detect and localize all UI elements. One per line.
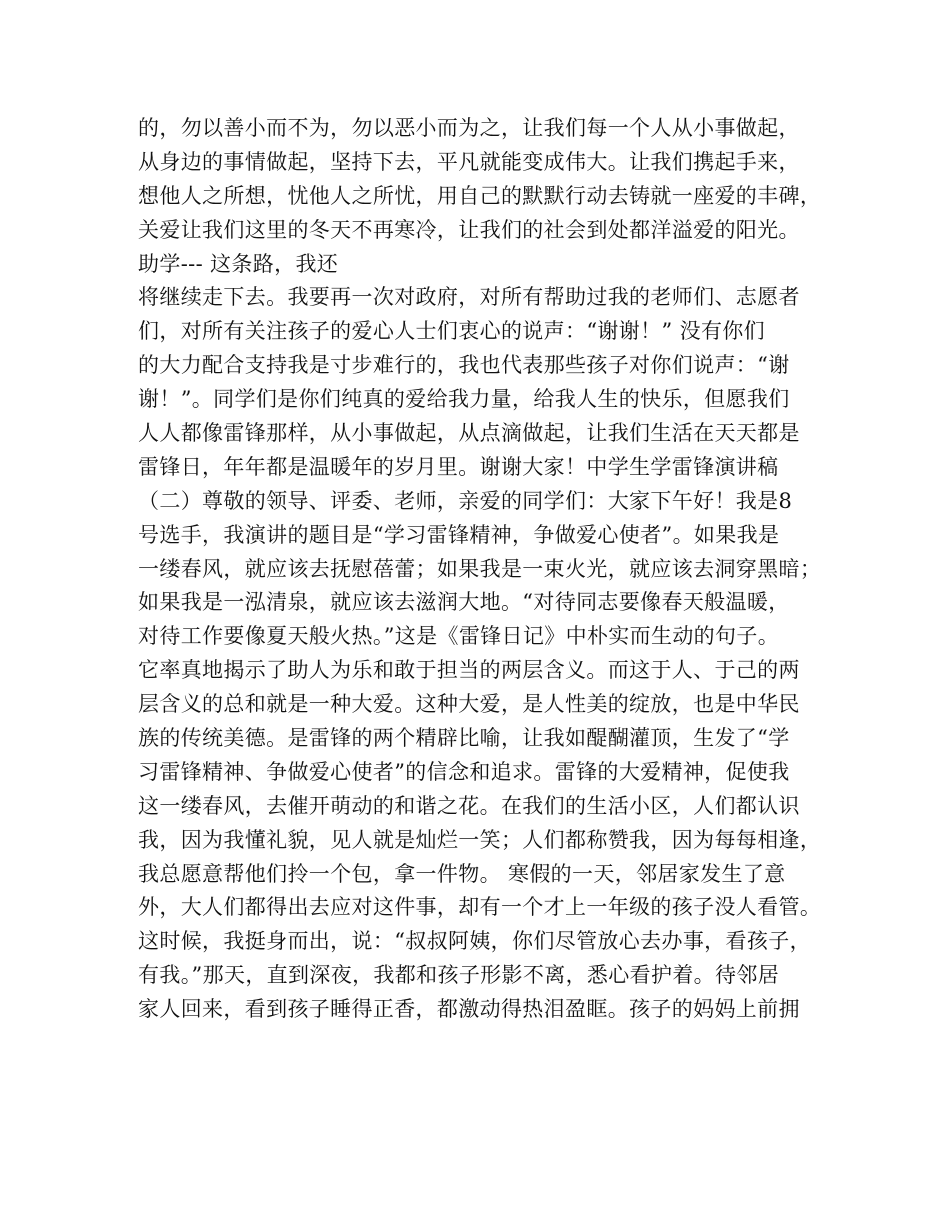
text-line: 这时候，我挺身而出，说：“叔叔阿姨，你们尽管放心去办事，看孩子， <box>138 929 811 954</box>
text-line: 对待工作要像夏天般火热。”这是《雷锋日记》中朴实而生动的句子。 <box>138 624 780 649</box>
text-line: 层含义的总和就是一种大爱。这种大爱，是人性美的绽放，也是中华民 <box>138 692 800 717</box>
text-line: 的大力配合支持我是寸步难行的，我也代表那些孩子对你们说声：“谢 <box>138 353 790 378</box>
text-line: 关爱让我们这里的冬天不再寒冷，让我们的社会到处都洋溢爱的阳光。 <box>138 217 800 242</box>
text-line: 想他人之所想，忧他人之所忧，用自己的默默行动去铸就一座爱的丰碑， <box>138 183 822 208</box>
text-line: 我总愿意帮他们拎一个包，拿一件物。 寒假的一天，邻居家发生了意 <box>138 861 786 886</box>
text-line: 家人回来，看到孩子睡得正香，都激动得热泪盈眶。孩子的妈妈上前拥 <box>138 997 800 1022</box>
text-line: （二）尊敬的领导、评委、老师，亲爱的同学们：大家下午好！我是8 <box>138 488 793 513</box>
text-line: 的，勿以善小而不为，勿以恶小而为之，让我们每一个人从小事做起， <box>138 116 800 140</box>
body-text <box>138 112 828 1027</box>
text-line: 们，对所有关注孩子的爱心人士们衷心的说声：“谢谢！” 没有你们 <box>138 319 765 344</box>
text-line: 助学--- 这条路，我还 <box>138 251 339 276</box>
text-line: 号选手，我演讲的题目是“学习雷锋精神，争做爱心使者”。如果我是 <box>138 522 780 547</box>
text-line: 它率真地揭示了助人为乐和敢于担当的两层含义。而这于人、于己的两 <box>138 658 800 683</box>
text-line: 从身边的事情做起，坚持下去，平凡就能变成伟大。让我们携起手来， <box>138 149 800 174</box>
text-line: 将继续走下去。我要再一次对政府，对所有帮助过我的老师们、志愿者 <box>138 285 800 310</box>
text-line: 有我。”那天，直到深夜，我都和孩子形影不离，悉心看护着。待邻居 <box>138 963 780 988</box>
text-line: 习雷锋精神、争做爱心使者”的信念和追求。雷锋的大爱精神，促使我 <box>138 759 790 784</box>
text-line: 一缕春风，就应该去抚慰蓓蕾；如果我是一束火光，就应该去洞穿黑暗； <box>138 556 822 581</box>
text-line: 人人都像雷锋那样，从小事做起，从点滴做起，让我们生活在天天都是 <box>138 421 800 446</box>
text-line: 这一缕春风，去催开萌动的和谐之花。在我们的生活小区，人们都认识 <box>138 793 800 818</box>
text-line: 外，大人们都得出去应对这件事，却有一个才上一年级的孩子没人看管。 <box>138 895 822 920</box>
text-line: 谢！”。同学们是你们纯真的爱给我力量，给我人生的快乐，但愿我们 <box>138 387 790 412</box>
text-line: 我，因为我懂礼貌，见人就是灿烂一笑；人们都称赞我，因为每每相逢， <box>138 827 822 852</box>
text-line: 族的传统美德。是雷锋的两个精辟比喻，让我如醍醐灌顶，生发了“学 <box>138 726 790 751</box>
text-line: 雷锋日，年年都是温暖年的岁月里。谢谢大家！中学生学雷锋演讲稿 <box>138 454 779 479</box>
text-line: 如果我是一泓清泉，就应该去滋润大地。“对待同志要像春天般温暖， <box>138 590 790 615</box>
